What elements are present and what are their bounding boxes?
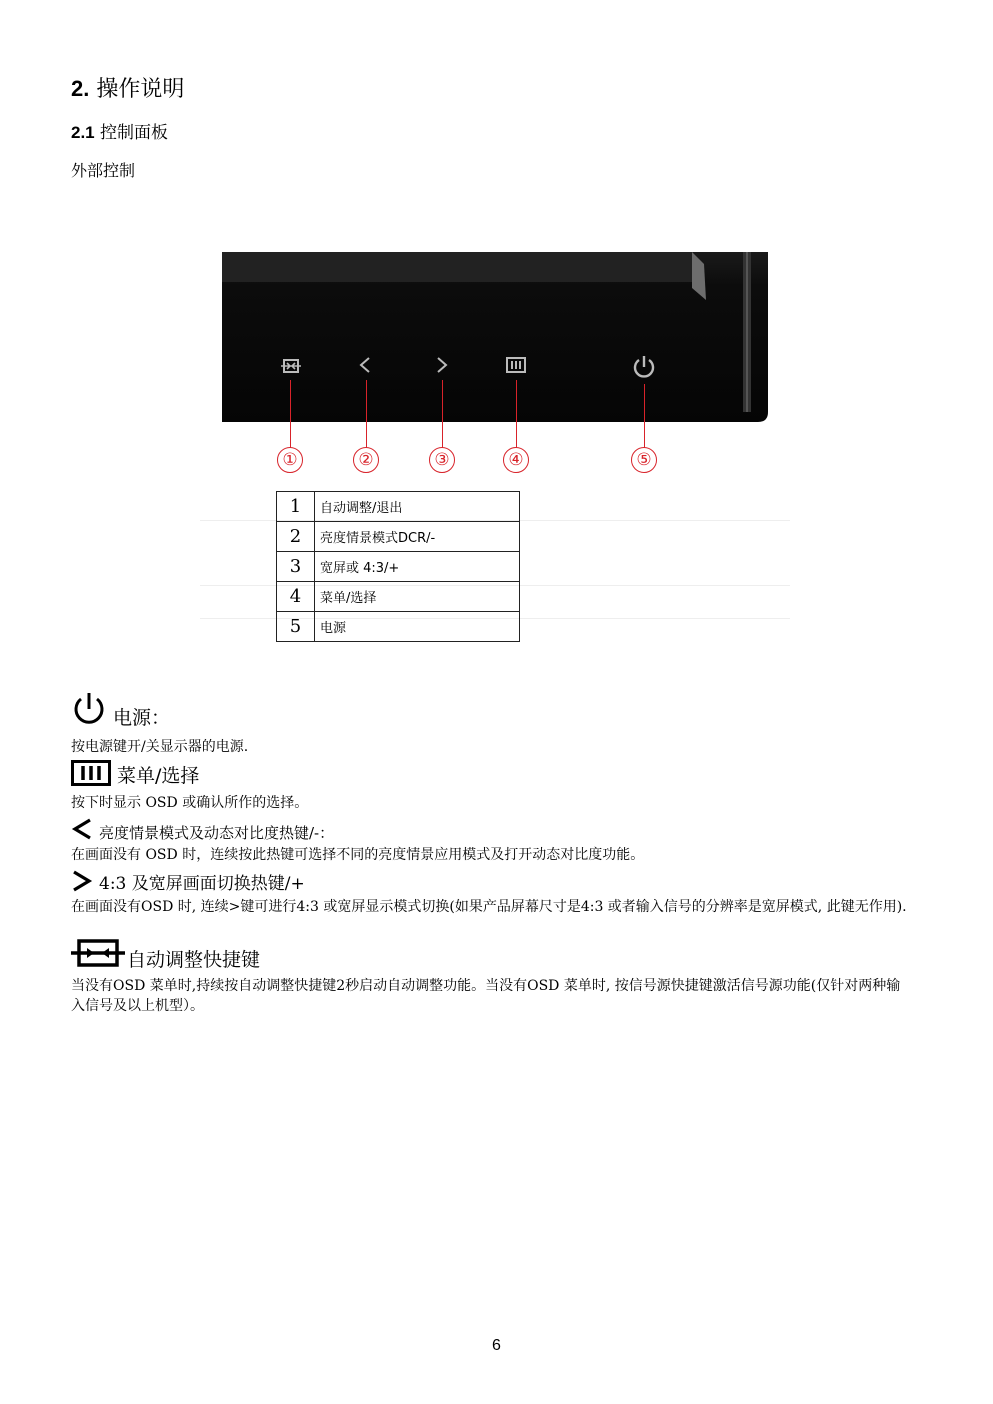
auto-adjust-icon — [71, 938, 125, 970]
callout-number-3: ③ — [429, 447, 455, 473]
callout-number-1: ① — [277, 447, 303, 473]
power-description-body: 按电源键开/关显示器的电源. — [71, 739, 249, 755]
table-row — [277, 552, 520, 582]
section-title: 操作说明 — [96, 77, 185, 102]
auto-adjust-description-body: 当没有OSD 菜单时,持续按自动调整快捷键2秒启动自动调整功能。当没有OSD 菜单时, 按信号源快捷键激活信号源功能(仅针对两种输入信号及以上机型）。 — [71, 978, 901, 1014]
chevron-left-icon[interactable] — [358, 356, 372, 374]
power-description-title — [71, 692, 170, 728]
chevron-left-icon — [71, 817, 93, 841]
aspect-description-title — [71, 869, 305, 893]
callout-line-1 — [290, 380, 291, 448]
table-row — [277, 582, 520, 612]
subsection-title: 控制面板 — [100, 123, 169, 143]
description-title: 电源： — [113, 707, 171, 729]
callout-line-4 — [516, 380, 517, 448]
description-title: 亮度情景模式及动态对比度热键/-： — [99, 824, 335, 842]
brightness-description-body: 在画面没有 OSD 时，连续按此热键可选择不同的亮度情景应用模式及打开动态对比度功能。 — [71, 847, 645, 863]
external-controls-label: 外部控制 — [71, 161, 136, 180]
legend-text: 电源 — [315, 612, 520, 642]
legend-text: 菜单/选择 — [315, 582, 520, 612]
chevron-right-icon[interactable] — [435, 356, 449, 374]
legend-number: 1 — [277, 492, 315, 522]
description-title: 4:3 及宽屏画面切换热键/+ — [99, 874, 305, 894]
menu-description-title — [71, 760, 199, 786]
aspect-description-body: 在画面没有OSD 时, 连续>键可进行4:3 或宽屏显示模式切换(如果产品屏幕尺寸是4:3 或者输入信号的分辨率是宽屏模式, 此键无作用). — [71, 899, 907, 915]
auto-adjust-icon[interactable] — [281, 358, 301, 374]
callout-line-5 — [644, 384, 645, 448]
legend-number: 2 — [277, 522, 315, 552]
menu-icon — [71, 760, 111, 786]
brightness-description-title — [71, 817, 334, 841]
power-icon — [71, 692, 107, 728]
callout-number-4: ④ — [503, 447, 529, 473]
legend-number: 5 — [277, 612, 315, 642]
control-legend-table — [276, 491, 520, 642]
subsection-heading — [71, 118, 168, 143]
legend-number: 4 — [277, 582, 315, 612]
callout-line-3 — [442, 380, 443, 448]
menu-description-body: 按下时显示 OSD 或确认所作的选择。 — [71, 795, 309, 811]
table-row — [277, 522, 520, 552]
legend-text: 自动调整/退出 — [315, 492, 520, 522]
chevron-right-icon — [71, 869, 93, 893]
legend-text: 宽屏或 4:3/+ — [315, 552, 520, 582]
subsection-number: 2.1 — [71, 123, 95, 142]
page-number: 6 — [492, 1337, 501, 1354]
menu-icon[interactable] — [506, 357, 526, 373]
table-row — [277, 492, 520, 522]
callout-line-2 — [366, 380, 367, 448]
legend-number: 3 — [277, 552, 315, 582]
section-heading — [71, 72, 184, 103]
description-title: 自动调整快捷键 — [127, 949, 261, 971]
callout-number-2: ② — [353, 447, 379, 473]
power-icon[interactable] — [631, 354, 657, 380]
monitor-bezel-image — [222, 252, 768, 422]
callout-number-5: ⑤ — [631, 447, 657, 473]
description-title: 菜单/选择 — [117, 765, 200, 787]
table-row — [277, 612, 520, 642]
legend-text: 亮度情景模式DCR/- — [315, 522, 520, 552]
section-number: 2. — [71, 76, 90, 101]
auto-adjust-description-title — [71, 938, 260, 970]
